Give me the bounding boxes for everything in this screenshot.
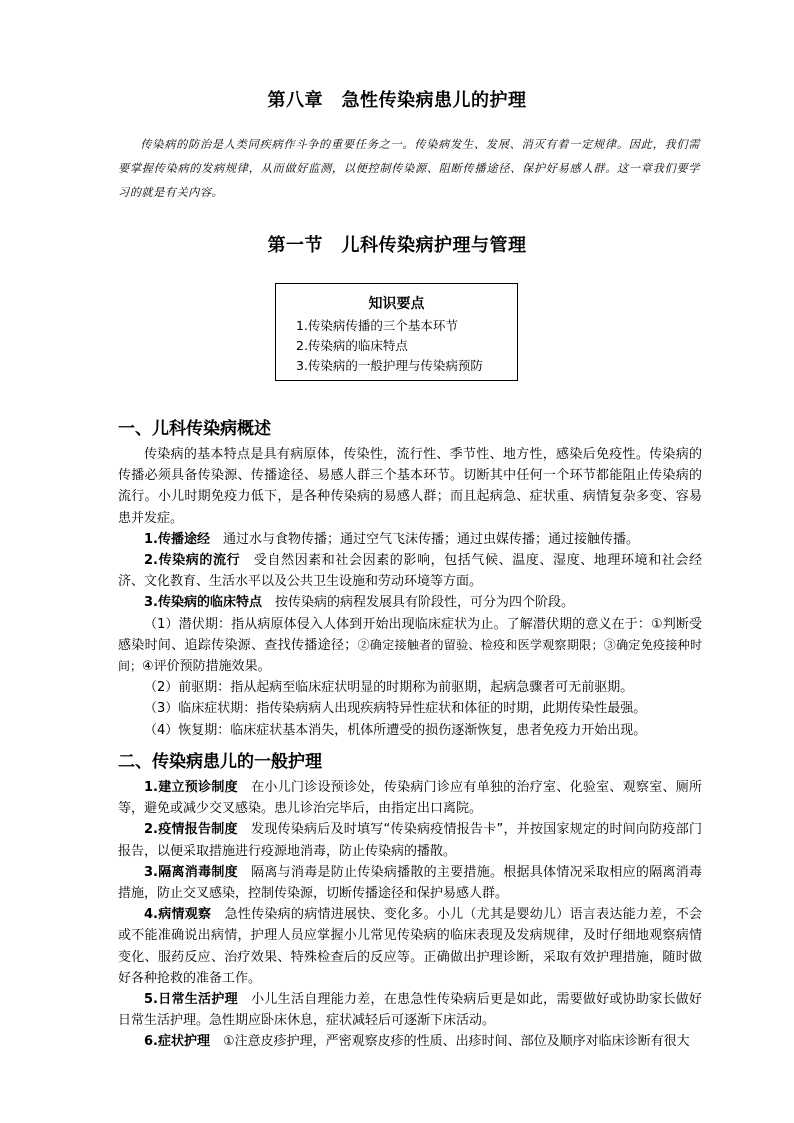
text-daily-care: 小儿生活自理能力差，在患急性传染病后更是如此，需要做好或协助家长做好日常生活护理。急性期应卧床休息，症状减轻后可逐渐下床活动。 [118,992,702,1029]
part1-paragraph-incubation [118,614,702,678]
part2-body [118,777,702,1053]
part2-paragraph-triage [118,777,702,819]
text-epidemic: 受自然因素和社会因素的影响，包括气候、温度、湿度、地理环境和社会经济、文化教育、生活水平以及公共卫生设施和劳动环境等方面。 [118,553,702,590]
chapter-title: 第八章 急性传染病患儿的护理 [267,90,527,111]
label-report: 2.疫情报告制度 [144,822,238,838]
incubation-text-a: （1）潜伏期：指从病原体侵入人体到开始出现临床症状为止。了解潜伏期的意义在于：①判断受感染时间、追踪传染源、查找传播途径； [118,616,702,653]
part1-heading: 一、儿科传染病概述 [118,419,271,439]
part2-heading: 二、传染病患儿的一般护理 [118,752,322,772]
knowledge-point-item: 3.传染病的一般护理与传染病预防 [296,358,483,373]
part1-body [118,444,702,741]
text-report: 发现传染病后及时填写“传染病疫情报告卡”，并按国家规定的时间向防疫部门报告，以便采取措施进行疫源地消毒，防止传染病的播散。 [118,822,702,859]
knowledge-points-box [275,283,518,381]
part1-paragraph-overview: 传染病的基本特点是具有病原体，传染性，流行性、季节性、地方性，感染后免疫性。传染病的传播必须具备传染源、传播途径、易感人群三个基本环节。切断其中任何一个环节都能阻止传染病的流行。小儿时期免疫力低下，是各种传染病的易感人群；而且起病急、症状重、病情复杂多变、容易患并发症。 [118,447,702,526]
part2-paragraph-report [118,819,702,861]
text-clinical: 按传染病的病程发展具有阶段性，可分为四个阶段。 [261,595,574,611]
knowledge-points-list [296,316,517,376]
text-transmission: 通过水与食物传播；通过空气飞沫传播；通过虫媒传播；通过接触传播。 [209,531,639,547]
knowledge-point-item: 1.传染病传播的三个基本环节 [296,318,458,333]
part1-paragraph-epidemic [118,550,702,592]
text-isolation: 隔离与消毒是防止传染病播散的主要措施。根据具体情况采取相应的隔离消毒措施，防止交叉感染，控制传染源，切断传播途径和保护易感人群。 [118,864,702,902]
part1-paragraph-recovery: （4）恢复期：临床症状基本消失，机体所遭受的损伤逐渐恢复，患者免疫力开始出现。 [144,722,647,738]
text-observation: 急性传染病的病情进展快、变化多。小儿（尤其是婴幼儿）语言表达能力差，不会或不能准确说出病情，护理人员应掌握小儿常见传染病的临床表现及发病规律，及时仔细地观察病情变化、服药反应、治疗效果、特殊检查后的反应等。正确做出护理诊断，采取有效护理措施，随时做好各种抢救的准备工作。 [118,907,702,986]
part2-paragraph-isolation [118,862,702,904]
incubation-text-c: ④评价预防措施效果。 [142,659,271,675]
section-title: 第一节 儿科传染病护理与管理 [267,235,527,256]
label-daily-care: 5.日常生活护理 [144,992,238,1008]
text-symptom-care: ①注意皮疹护理，严密观察皮疹的性质、出疹时间、部位及顺序对临床诊断有很大 [209,1034,690,1050]
label-triage: 1.建立预诊制度 [144,780,238,795]
label-isolation: 3.隔离消毒制度 [144,864,238,880]
part2-paragraph-observation [118,904,702,989]
label-transmission: 1.传播途经 [144,531,210,547]
incubation-text-b: ②确定接触者的留验、检疫和医学观察期限；③确定免疫接种时间； [118,637,702,674]
label-symptom-care: 6.症状护理 [144,1034,210,1050]
part1-paragraph-symptomatic: （3）临床症状期：指传染病病人出现疾病特异性症状和体征的时期，此期传染性最强。 [144,701,647,717]
label-observation: 4.病情观察 [144,907,212,923]
part2-paragraph-symptom-care [118,1031,702,1052]
label-clinical: 3.传染病的临床特点 [144,595,262,611]
knowledge-points-title: 知识要点 [368,296,425,312]
part1-paragraph-clinical [118,592,702,613]
text-triage: 在小儿门诊设预诊处，传染病门诊应有单独的治疗室、化验室、观察室、厕所等，避免或减少交叉感染。患儿诊治完毕后，由指定出口离院。 [118,780,702,817]
chapter-intro: 传染病的防治是人类同疾病作斗争的重要任务之一。传染病发生、发展、消灭有着一定规律。因此，我们需要掌握传染病的发病规律，从而做好监测，以便控制传染源、阻断传播途径、保护好易感人群。这一章我们要学习的就是有关内容。 [118,138,700,199]
part1-paragraph-prodromal: （2）前驱期：指从起病至临床症状明显的时期称为前驱期，起病急骤者可无前驱期。 [144,680,634,696]
label-epidemic: 2.传染病的流行 [144,553,241,569]
part2-paragraph-daily-care [118,989,702,1031]
part1-paragraph-transmission [118,529,702,550]
knowledge-point-item: 2.传染病的临床特点 [296,338,408,353]
